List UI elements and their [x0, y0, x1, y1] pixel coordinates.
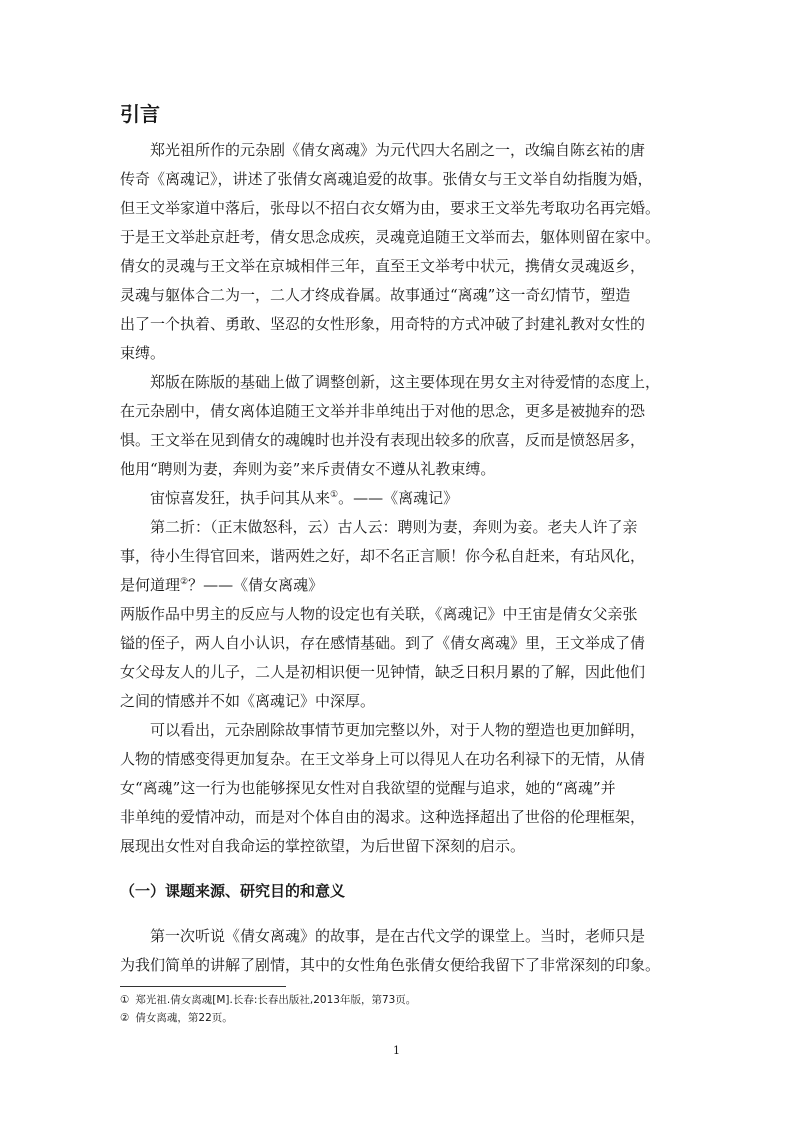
quote-1 — [120, 484, 676, 513]
intro-paragraph-1 — [120, 136, 676, 368]
text-line: 为我们简单的讲解了剧情，其中的女性角色张倩女便给我留下了非常深刻的印象。 — [120, 956, 661, 974]
text-line: 两版作品中男主的反应与人物的设定也有关联，《离魂记》中王宙是倩女父亲张 — [120, 605, 638, 623]
footnote-text: 郑光祖.倩女离魂[M].长春:长春出版社,2013年版，第73页。 — [135, 994, 417, 1006]
text-line: 女“离魂”这一行为也能够探见女性对自我欲望的觉醒与追求，她的“离魂”并 — [120, 779, 616, 797]
text-line: 人物的情感变得更加复杂。在王文举身上可以得见人在功名利禄下的无情，从倩 — [120, 750, 646, 768]
text-line: 郑版在陈版的基础上做了调整创新，这主要体现在男女主对待爱情的态度上， — [150, 373, 661, 391]
text-line: 非单纯的爱情冲动，而是对个体自由的渴求。这种选择超出了世俗的伦理框架， — [120, 808, 646, 826]
text-line: 展现出女性对自我命运的掌控欲望，为后世留下深刻的启示。 — [120, 837, 526, 855]
text-line: 灵魂与躯体合二为一，二人才终成眷属。故事通过“离魂”这一奇幻情节，塑造 — [120, 286, 631, 304]
subsection-paragraph — [120, 922, 676, 980]
quote-2 — [120, 513, 676, 600]
text-line: 出了一个执着、勇敢、坚忍的女性形象，用奇特的方式冲破了封建礼教对女性的 — [120, 315, 646, 333]
footnote-ref: ② — [180, 577, 189, 587]
text-line: 可以看出，元杂剧除故事情节更加完整以外，对于人物的塑造也更加鲜明， — [150, 721, 646, 739]
text-line: 第二折：（正末做怒科，云）古人云：聘则为妻，奔则为妾。老夫人许了亲 — [150, 518, 638, 536]
text-line: 他用“聘则为妻，奔则为妾”来斥责倩女不遵从礼教束缚。 — [120, 460, 496, 478]
quote-text: 是何道理 — [120, 576, 181, 594]
footnote-mark: ② — [120, 1012, 130, 1024]
page-number: 1 — [393, 1044, 400, 1057]
text-line: 束缚。 — [120, 344, 166, 362]
text-line: 惧。王文举在见到倩女的魂魄时也并没有表现出较多的欣喜，反而是愤怒居多， — [120, 431, 646, 449]
intro-paragraph-4 — [120, 716, 676, 861]
footnote-divider — [120, 986, 286, 987]
text-line: 于是王文举赴京赶考，倩女思念成疾，灵魂竟追随王文举而去，躯体则留在家中。 — [120, 228, 661, 246]
text-line: 传奇《离魂记》，讲述了张倩女离魂追爱的故事。张倩女与王文举自幼指腹为婚， — [120, 170, 653, 188]
text-line: 第一次听说《倩女离魂》的故事，是在古代文学的课堂上。当时，老师只是 — [150, 927, 646, 945]
intro-paragraph-2 — [120, 368, 676, 484]
text-line: 事，待小生得官回来，谐两姓之好，却不名正言顺！你今私自赶来，有玷风化， — [120, 547, 646, 565]
footnote-1 — [120, 992, 416, 1008]
footnote-ref: ① — [330, 490, 339, 500]
subsection-heading: （一）课题来源、研究目的和意义 — [120, 882, 346, 900]
text-line — [120, 484, 676, 513]
footnote-mark: ① — [120, 994, 130, 1006]
quote-source: ？——《倩女离魂》 — [188, 576, 324, 594]
text-line: 在元杂剧中，倩女离体追随王文举并非单纯出于对他的思念，更多是被抛弃的恐 — [120, 402, 646, 420]
text-line: 但王文举家道中落后，张母以不招白衣女婿为由，要求王文举先考取功名再完婚。 — [120, 199, 661, 217]
text-line: 女父母友人的儿子，二人是初相识便一见钟情，缺乏日积月累的了解，因此他们 — [120, 663, 646, 681]
text-line: 倩女的灵魂与王文举在京城相伴三年，直至王文举考中状元，携倩女灵魂返乡， — [120, 257, 646, 275]
text-line: 之间的情感并不如《离魂记》中深厚。 — [120, 692, 376, 710]
section-heading: 引言 — [120, 102, 160, 126]
footnote-text: 倩女离魂，第22页。 — [135, 1012, 233, 1024]
text-line: 郑光祖所作的元杂剧《倩女离魂》为元代四大名剧之一，改编自陈玄祐的唐 — [150, 141, 646, 159]
text-line: 镒的侄子，两人自小认识，存在感情基础。到了《倩女离魂》里，王文举成了倩 — [120, 634, 646, 652]
quote-text: 宙惊喜发狂，执手问其从来 — [150, 489, 331, 507]
text-line — [120, 571, 676, 600]
intro-paragraph-3 — [120, 600, 676, 716]
quote-source: 。——《离魂记》 — [338, 489, 459, 507]
footnote-2 — [120, 1010, 233, 1026]
